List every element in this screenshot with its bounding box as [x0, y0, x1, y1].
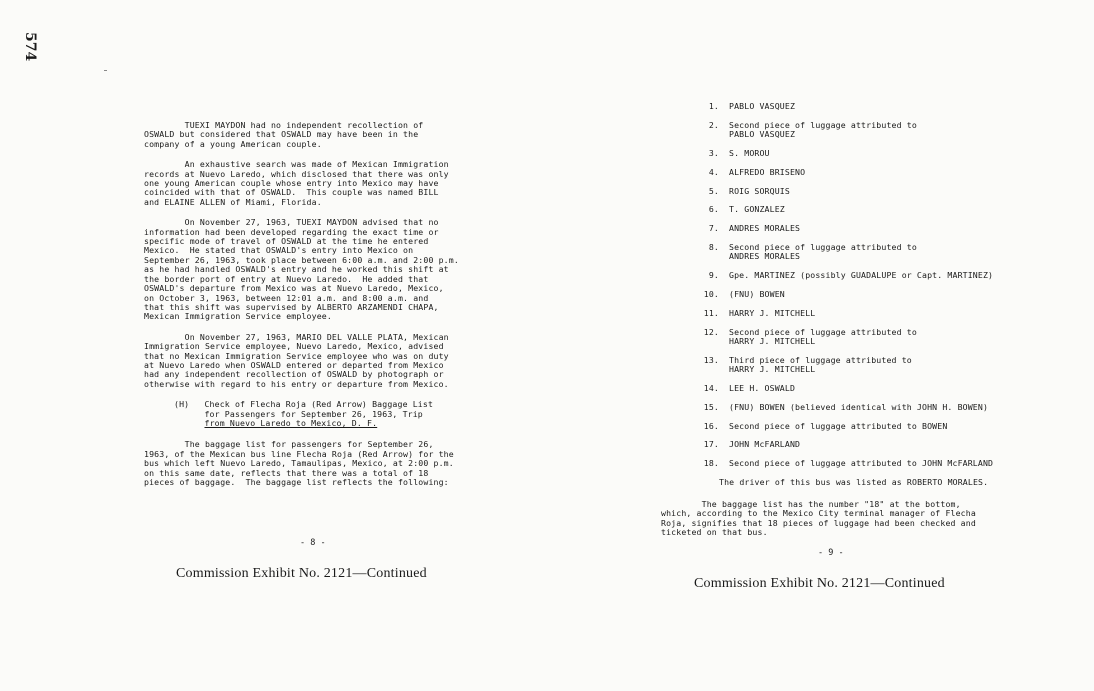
- list-item-text: (FNU) BOWEN: [729, 288, 785, 299]
- list-item: [695, 271, 1065, 280]
- list-item-number: 1.: [708, 101, 719, 111]
- paragraph: The baggage list for passengers for September 26, 1963, of the Mexican bus line Flecha Roja (Red Arrow) for the bus which left Nuevo Laredo, Tamaulipas, Mexico, at 2:00 p.m. on this same date, reflects that there was a total of 18 pieces of baggage. The baggage list reflects the following:: [144, 439, 454, 487]
- list-item: [695, 384, 1065, 393]
- list-item: [695, 422, 1065, 431]
- list-item-text: ALFREDO BRISENO: [729, 166, 806, 177]
- section-heading-line: (H) Check of Flecha Roja (Red Arrow) Baggage List: [174, 399, 434, 410]
- list-item-text: ANDRES MORALES: [729, 223, 801, 234]
- list-item-number: 11.: [703, 307, 719, 318]
- left-page-footer: - 8 -: [300, 538, 326, 548]
- list-item: [695, 403, 1065, 412]
- list-item: [695, 328, 1065, 347]
- paragraph: The baggage list has the number "18" at the bottom, which, according to the Mexico City terminal manager of Flecha Roja, signifies that 18 pieces of luggage had been checked and ticketed on that bus.: [661, 499, 976, 538]
- list-item-number: 13.: [703, 354, 719, 365]
- list-item-text: Second piece of luggage attributed to PABLO VASQUEZ: [729, 119, 917, 140]
- right-page-footer: - 9 -: [818, 548, 844, 558]
- paragraph: TUEXI MAYDON had no independent recollection of OSWALD but considered that OSWALD may have been in the company of a young American couple.: [144, 120, 424, 149]
- list-item-text: Second piece of luggage attributed to BOWEN: [729, 420, 948, 431]
- list-item-number: 8.: [708, 241, 719, 252]
- list-item-text: HARRY J. MITCHELL: [729, 307, 816, 318]
- paragraph: An exhaustive search was made of Mexican Immigration records at Nuevo Laredo, which disclosed that there was only one young American couple whose entry into Mexico may have coincided with that of OSWALD. This couple was named BILL and ELAINE ALLEN of Miami, Florida.: [144, 159, 449, 207]
- list-item: [695, 168, 1065, 177]
- list-item: [695, 205, 1065, 214]
- list-item-number: 16.: [703, 420, 719, 431]
- list-item-text: T. GONZALEZ: [729, 204, 785, 215]
- list-item-text: Second piece of luggage attributed to HARRY J. MITCHELL: [729, 326, 917, 346]
- list-item-number: 18.: [703, 458, 719, 469]
- list-item-text: PABLO VASQUEZ: [729, 101, 796, 111]
- list-item-number: 2.: [708, 119, 719, 130]
- section-heading: [174, 400, 516, 428]
- list-item: [695, 243, 1065, 262]
- list-item-number: 17.: [703, 439, 719, 450]
- left-page-body: [144, 121, 516, 498]
- list-item: [695, 356, 1065, 375]
- list-item: [695, 149, 1065, 158]
- paragraph: On November 27, 1963, MARIO DEL VALLE PLATA, Mexican Immigration Service employee, Nuevo Laredo, Mexico, advised that no Mexican Immigration Service employee who was on duty at Nuevo Laredo when OSWALD entered or departed from Mexico had any independent recollection of OSWALD by photograph or otherwise with regard to his entry or departure from Mexico.: [144, 331, 449, 389]
- list-item-number: 7.: [708, 223, 719, 234]
- list-item-text: Second piece of luggage attributed to ANDRES MORALES: [729, 241, 917, 262]
- section-heading-underlined: from Nuevo Laredo to Mexico, D. F.: [204, 417, 378, 428]
- list-item-number: 10.: [703, 288, 719, 299]
- driver-line: The driver of this bus was listed as ROBERTO MORALES.: [719, 476, 989, 487]
- list-item-number: 12.: [703, 326, 719, 337]
- section-heading-line: for Passengers for September 26, 1963, Trip: [174, 408, 423, 419]
- list-item-number: 6.: [708, 204, 719, 215]
- margin-page-number: 574: [22, 32, 38, 62]
- right-exhibit-caption: Commission Exhibit No. 2121—Continued: [694, 576, 945, 591]
- list-item-text: LEE H. OSWALD: [729, 382, 796, 393]
- left-exhibit-caption: Commission Exhibit No. 2121—Continued: [176, 566, 427, 581]
- list-item-number: 3.: [708, 148, 719, 158]
- baggage-list: [695, 102, 1065, 492]
- list-item-number: 4.: [708, 166, 719, 177]
- list-item-number: 9.: [708, 270, 719, 281]
- list-item: [695, 290, 1065, 299]
- list-item: [695, 102, 1065, 111]
- list-item-text: Second piece of luggage attributed to JOHN McFARLAND: [729, 458, 994, 469]
- list-item: [695, 459, 1065, 468]
- list-item-number: 15.: [703, 401, 719, 412]
- section-heading-indent: [174, 418, 204, 428]
- list-item: [695, 309, 1065, 318]
- scan-speck: [104, 70, 107, 71]
- list-item-number: 5.: [708, 185, 719, 196]
- list-item: [695, 187, 1065, 196]
- list-item-text: Gpe. MARTINEZ (possibly GUADALUPE or Capt. MARTINEZ): [729, 270, 994, 281]
- list-item-text: S. MOROU: [729, 148, 770, 158]
- list-item: [695, 224, 1065, 233]
- right-page-closing: [661, 500, 1031, 550]
- list-item-text: (FNU) BOWEN (believed identical with JOHN H. BOWEN): [729, 401, 989, 412]
- list-item-number: 14.: [703, 382, 719, 393]
- list-item: [695, 440, 1065, 449]
- list-item-text: Third piece of luggage attributed to HARRY J. MITCHELL: [729, 354, 912, 375]
- list-item: [695, 121, 1065, 140]
- list-item-text: ROIG SORQUIS: [729, 185, 790, 196]
- list-item-text: JOHN McFARLAND: [729, 439, 801, 450]
- paragraph: On November 27, 1963, TUEXI MAYDON advised that no information had been developed regarding the exact time or specific mode of travel of OSWALD at the time he entered Mexico. He stated that OSWALD's entry into Mexico on September 26, 1963, took place between 6:00 a.m. and 2:00 p.m. as he had handled OSWALD's entry and he worked this shift at the border port of entry at Nuevo Laredo. He added that OSWALD's departure from Mexico was at Nuevo Laredo, Mexico, on October 3, 1963, between 12:01 a.m. and 8:00 a.m. and that this shift was supervised by ALBERTO ARZAMENDI CHAPA, Mexican Immigration Service employee.: [144, 217, 459, 322]
